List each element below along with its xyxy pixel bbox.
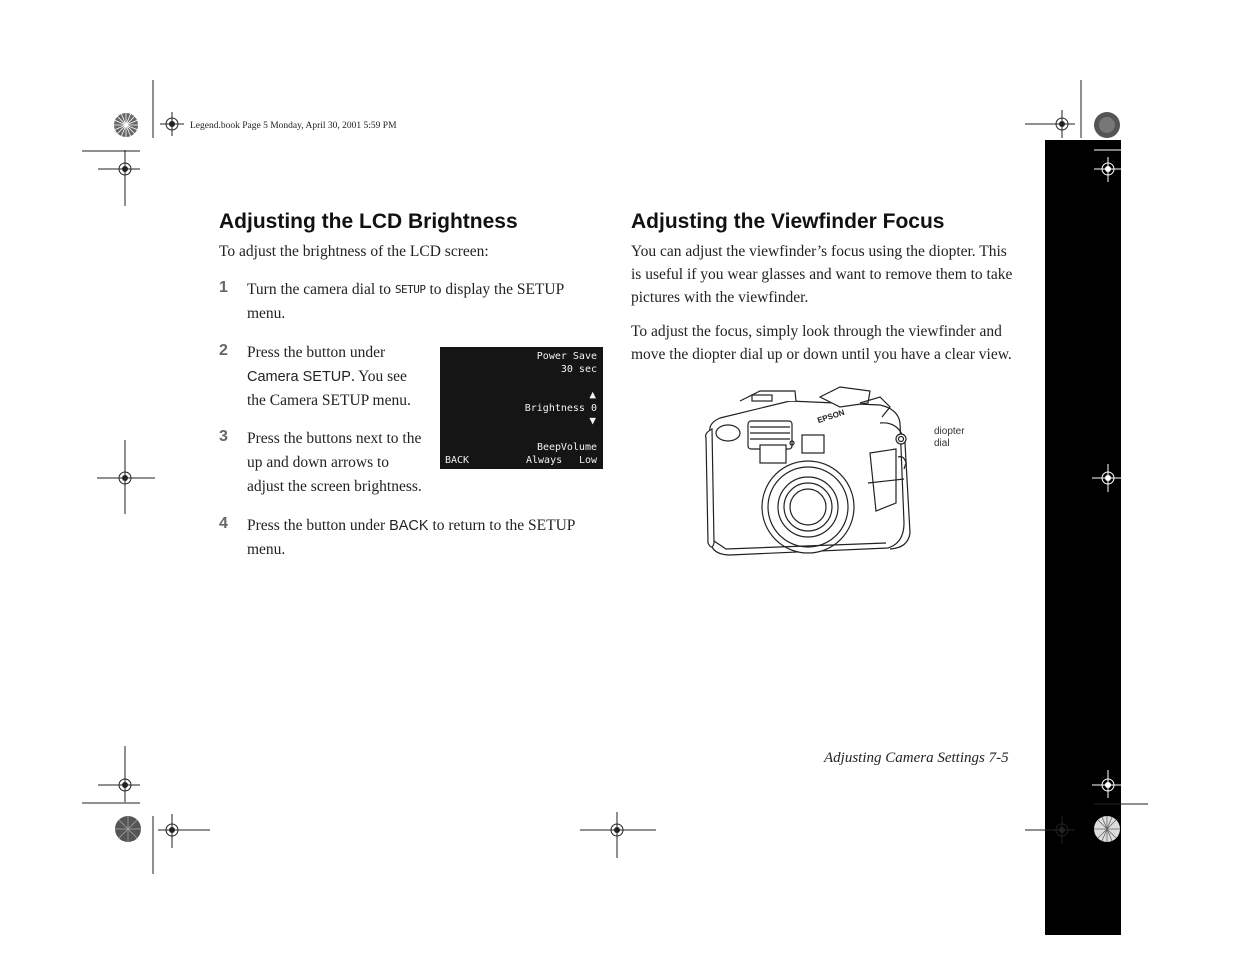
lcd-brightness: Brightness 0: [524, 403, 597, 414]
back-term: BACK: [389, 518, 429, 534]
page-footer: Adjusting Camera Settings 7-5: [824, 750, 1009, 766]
lcd-beep-value: Always: [526, 455, 563, 466]
lcd-down-arrow: ▼: [589, 414, 596, 427]
step-1-post: to display the SETUP: [425, 281, 565, 298]
step-1-line2: menu.: [247, 305, 286, 322]
crop-mark: [1090, 460, 1150, 500]
step-number: 1: [219, 279, 228, 296]
section-heading-lcd-brightness: Adjusting the LCD Brightness: [219, 210, 518, 233]
crop-mark: [152, 810, 212, 874]
para2-line: To adjust the focus, simply look through the viewfinder and: [631, 323, 1002, 340]
setup-dial-symbol: SETUP: [394, 283, 426, 296]
camera-setup-term: Camera SETUP: [247, 369, 351, 385]
crop-mark: [1092, 148, 1152, 188]
para1-line: is useful if you wear glasses and want to remove them to take: [631, 266, 1013, 283]
para1-line: You can adjust the viewfinder’s focus using the diopter. This: [631, 243, 1007, 260]
diopter-dial-callout: [934, 426, 965, 450]
step-4-post: to return to the SETUP: [428, 517, 576, 534]
step-number: 4: [219, 515, 228, 532]
lcd-power-save: Power Save: [536, 351, 597, 362]
lcd-back: BACK: [445, 455, 470, 466]
para1-line: pictures with the viewfinder.: [631, 289, 809, 306]
lcd-beep: Beep: [537, 442, 562, 453]
step-3-line2: up and down arrows to: [247, 454, 390, 471]
viewfinder-para-2: [631, 320, 1031, 366]
starburst-registration-mark: [107, 106, 145, 144]
callout-line2: dial: [934, 438, 950, 449]
para2-line: move the diopter dial up or down until you have a clear view.: [631, 346, 1012, 363]
step-2-line2-post: . You see: [350, 368, 407, 385]
step-3-line1: Press the buttons next to the: [247, 430, 422, 447]
lcd-up-arrow: ▲: [589, 388, 596, 401]
step-4-text: [247, 514, 607, 562]
crop-mark: [1025, 80, 1085, 140]
step-number: 2: [219, 342, 228, 359]
step-number: 3: [219, 428, 228, 445]
lcd-power-save-value: 30 sec: [560, 364, 597, 375]
crop-mark: [1025, 812, 1085, 852]
step-2-text: [247, 341, 437, 413]
crop-mark: [1090, 768, 1150, 808]
step-4-line2: menu.: [247, 541, 286, 558]
crop-mark: [580, 810, 656, 860]
starburst-registration-mark: [113, 814, 143, 844]
crop-mark: [82, 150, 142, 210]
step-1-pre: Turn the camera dial to: [247, 281, 395, 298]
camera-illustration: [700, 383, 940, 588]
crop-mark: [152, 80, 192, 140]
lcd-intro: To adjust the brightness of the LCD screen:: [219, 243, 489, 260]
step-2-line3: the Camera SETUP menu.: [247, 392, 411, 409]
viewfinder-para-1: [631, 240, 1031, 309]
step-1-text: [247, 278, 607, 326]
camera-brand-label: EPSON: [816, 407, 846, 426]
print-slug: Legend.book Page 5 Monday, April 30, 2001 5:59 PM: [190, 121, 397, 131]
starburst-registration-mark: [1092, 110, 1122, 140]
crop-mark: [82, 746, 142, 806]
lcd-setup-screen: [440, 347, 603, 469]
callout-line1: diopter: [934, 426, 965, 437]
crop-mark: [97, 440, 157, 516]
section-heading-viewfinder-focus: Adjusting the Viewfinder Focus: [631, 210, 945, 233]
starburst-registration-mark: [1092, 814, 1122, 844]
step-4-pre: Press the button under: [247, 517, 390, 534]
lcd-volume: Volume: [560, 442, 597, 453]
step-3-line3: adjust the screen brightness.: [247, 478, 422, 495]
step-2-line1: Press the button under: [247, 344, 386, 361]
step-3-text: [247, 427, 437, 499]
lcd-volume-value: Low: [578, 455, 597, 466]
